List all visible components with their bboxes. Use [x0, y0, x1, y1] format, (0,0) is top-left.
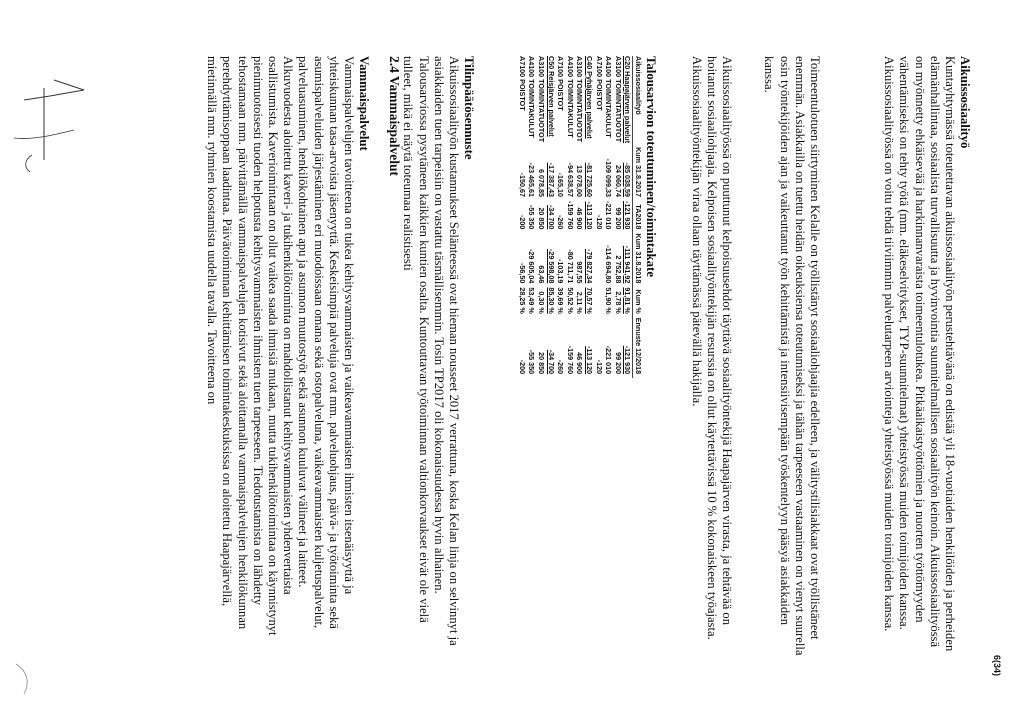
- value-cell: 46 900: [575, 352, 585, 375]
- heading-aikuissosiaalityo: Aikuissosiaalityö: [958, 56, 972, 149]
- budget-item-row: [604, 56, 614, 378]
- value-cell: 987,55: [575, 261, 585, 284]
- paragraph: Aikuissosiaalityön kustannukset Selänteessä ovat hieman nousseet 2017 verrattuna, koska Kelan linja on selvinnyt ja asiakkaiden tuen tarpeisiin on vastattu täsmällisemmin. Tosin TP2017 oli kokonaisuudessa hyvin alhainen. Talousarviossa pysytäneen kaikkien kuntien osalta. Kuntouttavan työtoiminnan valtionkorvaukset eivät ole vielä tulleet, mikä ei näytä toteumaa realistisesti: [401, 56, 461, 646]
- value-cell: -17 387,43: [546, 162, 556, 198]
- value-cell: 70,57 %: [585, 287, 595, 314]
- value-cell: 99 200: [613, 352, 623, 375]
- section-aikuissosiaalityo-p3: [688, 56, 734, 656]
- value-cell: -221 010: [604, 345, 614, 375]
- row-label-cell: C50 Reisjärven palvelut: [546, 56, 556, 137]
- paragraph: Aikuissosiaalityössä on puuttunut kelpoisuusehdot täyttävä sosiaalityöntekijä Haapajärven virasta, ja tehtävää on hoitanut sosiaaliohjaaja. Kelpoisen sosiaalityöntekijän resurssia on ollut käytettävissä 10 % kokonaiskeen työajasta. Aikuissosiaalityöntekijän viraa ollaan täyttämässä pätevällä hakijalla.: [689, 56, 734, 640]
- value-cell: -121 930: [623, 201, 633, 230]
- row-label-cell: C20 Haapajärven palvelut: [623, 56, 633, 144]
- budget-item-row: [565, 56, 575, 378]
- row-label-cell: A4100 TOIMINTAKULUT: [604, 56, 614, 138]
- value-cell: 85,30 %: [546, 287, 556, 314]
- budget-group-row: [546, 56, 556, 378]
- value-cell: -79 827,34: [585, 249, 595, 284]
- value-cell: -56,50: [517, 262, 527, 284]
- paragraph: Kuntayhtymässä toteutettavan aikuissosiaalityön perustehtävänä on edistää yli 18-vuotiaiden henkilöiden ja perheiden elämänhallintaa, sosiaalista turvallisuutta ja hyvinvointia suunnitelmallisen sosiaalityön keinoin. Aikuissosiaalityössä on myönnetty ehkäisevää ja harkinnanvaraista toimeentulotukea. Pitkäaikaistyöttömien ja nuorten työttömyyden vähentämiseksi on tehty työtä (mm. eläkeselvitykset, TYP-suunnitelmat) yhteistyössä muiden toimijoiden kanssa. Aikuissosiaalityössä on voitu tehdä tiiviimmin palvelutarpeen arviointeja yhteistyössä muiden toimijoiden kanssa.: [882, 56, 957, 652]
- header-cell: Kum 31.8.2018: [633, 233, 643, 287]
- value-cell: -85 038,59: [623, 162, 633, 198]
- page-number: 6(34): [992, 655, 1002, 677]
- value-cell: -260: [556, 359, 566, 375]
- value-cell: 99 200: [613, 207, 623, 230]
- budget-header-row: [633, 56, 643, 378]
- value-cell: -55 350: [527, 349, 537, 375]
- section-aikuissosiaalityo-p2: [761, 56, 822, 656]
- paragraph: Vammaispalvelujen tavoitteena on tukea kehitysvammaisten ja vaikeavammaisten ihmisten itsenäisyyttä ja yhteiskunnan tasa-arvoista jäsenyyttä. Keskeisimpiä palveluja ovat mm. palveluohjaus, päivä- ja työtoiminta sekä asumispalveluiden järjestäminen eri muodoissaan omana sekä ostopalveluna, vaikeavammaisten kuljetuspalvelut, palveluasuminen, henkilökohtainen apu ja asunnon muutostyöt sekä asunnon kuuluvat välineet ja laitteet. Alkuvuodesta aloitettu kaveri- ja tukihenkilötoiminta on mahdollistanut kehitysvammaisten yhdenvertaista osallistumista. Kaverioimintaan on ollut vaikea saada ihmisiä mukaan, mutta tukihenkilötoimintaa on käynnistynyt pienimuotoisesti tuoden helpotusta kehitysvammaisten ihmisten tuen tarpeeseen. Tiedotustamista on lähdetty tehostamaan mm. päivittämällä vammaispalvelujen kotisivut sekä aloittamalla vammaispalvelujen henkilökunnan perehdyttämisoppaan laadintaa. Päivätoiminnan kehittämisen toimintakeskuksissa on aloitettu Haapajärvellä, mietinnällä mm. ryhmien koostamista uudella tavalla. Tavoitteena on: [205, 56, 356, 636]
- heading-tilinpaatos: Tilinpäätösennuste: [462, 56, 476, 160]
- value-cell: -80 711,71: [565, 249, 575, 284]
- value-cell: 20 850: [537, 352, 547, 375]
- value-cell: -200: [517, 359, 527, 375]
- section-budget: [517, 56, 658, 656]
- handwritten-mark: [4, 60, 94, 180]
- value-cell: [594, 233, 604, 287]
- budget-group-row: [623, 56, 633, 378]
- value-cell: -200: [517, 215, 527, 230]
- value-cell: 39,69 %: [556, 287, 566, 314]
- value-cell: -34 700: [546, 205, 556, 230]
- value-cell: -113 120: [585, 346, 595, 375]
- row-label-cell: C40 Pyhäjärven palvelut: [585, 56, 595, 139]
- budget-item-row: [594, 56, 604, 378]
- value-cell: -55 350: [527, 205, 537, 230]
- section-vammaispalvelut: [204, 56, 402, 656]
- value-cell: [594, 287, 604, 317]
- value-cell: 13 078,00: [575, 165, 585, 198]
- value-cell: -121 930: [623, 345, 633, 375]
- value-cell: 20 850: [537, 207, 547, 230]
- paragraph: Toimeentulotuen siirtyminen Kelalle on työllistänyt sosiaaliohjaajia edelleen, ja välitystilisiakkaat ovat työllistäneet enemmän. Asiakkailla on tuettu heidän oikeuksiensa toteutumiseksi ja tähän tarpeeseen vastaaminen on vienyt suurella osin työntekijöiden ajan ja vaikeuttanut työn kehittämistä ja intensiivisempään työskentelyyn pääsyä asiakkaiden kanssa.: [762, 56, 822, 656]
- margin-mark: [10, 660, 34, 700]
- value-cell: -260: [556, 215, 566, 230]
- value-cell: -34 700: [546, 349, 556, 375]
- value-cell: 63,46: [537, 265, 547, 284]
- row-label-cell: A3100 TOIMINTATUOTOT: [537, 56, 547, 143]
- value-cell: -94 638,57: [565, 162, 575, 198]
- section-tilinpaatos: [400, 56, 476, 656]
- section-aikuissosiaalityo: [881, 56, 972, 656]
- budget-item-row: [613, 56, 623, 378]
- budget-item-row: [527, 56, 537, 378]
- value-cell: 2 752,88: [613, 255, 623, 284]
- row-label-cell: A7100 POISTOT: [517, 56, 527, 111]
- row-label-cell: A7100 POISTOT: [556, 56, 566, 111]
- value-cell: -29 605,04: [527, 249, 537, 284]
- value-cell: -103,19: [556, 258, 566, 284]
- value-cell: 51,90 %: [604, 287, 614, 314]
- heading-vammaispalvelut: Vammaispalvelut: [357, 56, 371, 151]
- value-cell: -114 694,80: [604, 245, 614, 284]
- budget-item-row: [536, 56, 546, 378]
- header-cell: Kum 31.8.2017: [633, 147, 643, 201]
- budget-item-row: [517, 56, 527, 378]
- value-cell: 46 900: [575, 207, 585, 230]
- header-cell: Aikuissosiaalityö: [633, 56, 643, 147]
- row-label-cell: A7100 POISTOT: [594, 56, 604, 111]
- value-cell: 2,11 %: [575, 291, 585, 314]
- value-cell: 24 060,74: [613, 165, 623, 198]
- budget-table: [517, 56, 643, 378]
- value-cell: -29 598,08: [546, 249, 556, 284]
- row-label-cell: A3100 TOIMINTATUOTOT: [575, 56, 585, 143]
- value-cell: -159 760: [565, 345, 575, 375]
- value-cell: 0,30 %: [537, 291, 547, 314]
- budget-group-row: [584, 56, 594, 378]
- value-cell: -111 941,92: [623, 245, 633, 284]
- budget-table-body: [517, 56, 633, 378]
- value-cell: 28,25 %: [517, 287, 527, 314]
- budget-item-row: [575, 56, 585, 378]
- row-label-cell: A4100 TOIMINTAKULUT: [527, 56, 537, 138]
- value-cell: 91,81 %: [623, 287, 633, 314]
- header-cell: TA2018: [633, 201, 643, 233]
- value-cell: 2,78 %: [613, 291, 623, 314]
- heading-budget: Talousarvion toteutuminen/toimintakate: [644, 56, 658, 278]
- heading-vammaispalvelut-section: 2.4 Vammaispalvelut: [387, 56, 402, 177]
- value-cell: -23 465,61: [527, 162, 537, 198]
- header-cell: Kum %: [633, 287, 643, 317]
- budget-item-row: [556, 56, 566, 378]
- header-cell: Ennuste 12/2018: [633, 318, 643, 378]
- value-cell: 53,49 %: [527, 287, 537, 314]
- value-cell: 6 078,85: [537, 169, 547, 198]
- row-label-cell: A4100 TOIMINTAKULUT: [565, 56, 575, 138]
- value-cell: -165,10: [556, 172, 566, 198]
- value-cell: -109 099,33: [604, 158, 614, 198]
- value-cell: 50,52 %: [565, 287, 575, 314]
- value-cell: -150,67: [517, 172, 527, 198]
- value-cell: -221 010: [604, 201, 614, 230]
- value-cell: -120: [594, 359, 604, 375]
- value-cell: [594, 147, 604, 201]
- value-cell: -159 760: [565, 201, 575, 230]
- value-cell: -120: [594, 215, 604, 230]
- value-cell: -113 120: [585, 201, 595, 230]
- row-label-cell: A3100 TOIMINTATUOTOT: [613, 56, 623, 143]
- value-cell: -81 725,60: [585, 162, 595, 198]
